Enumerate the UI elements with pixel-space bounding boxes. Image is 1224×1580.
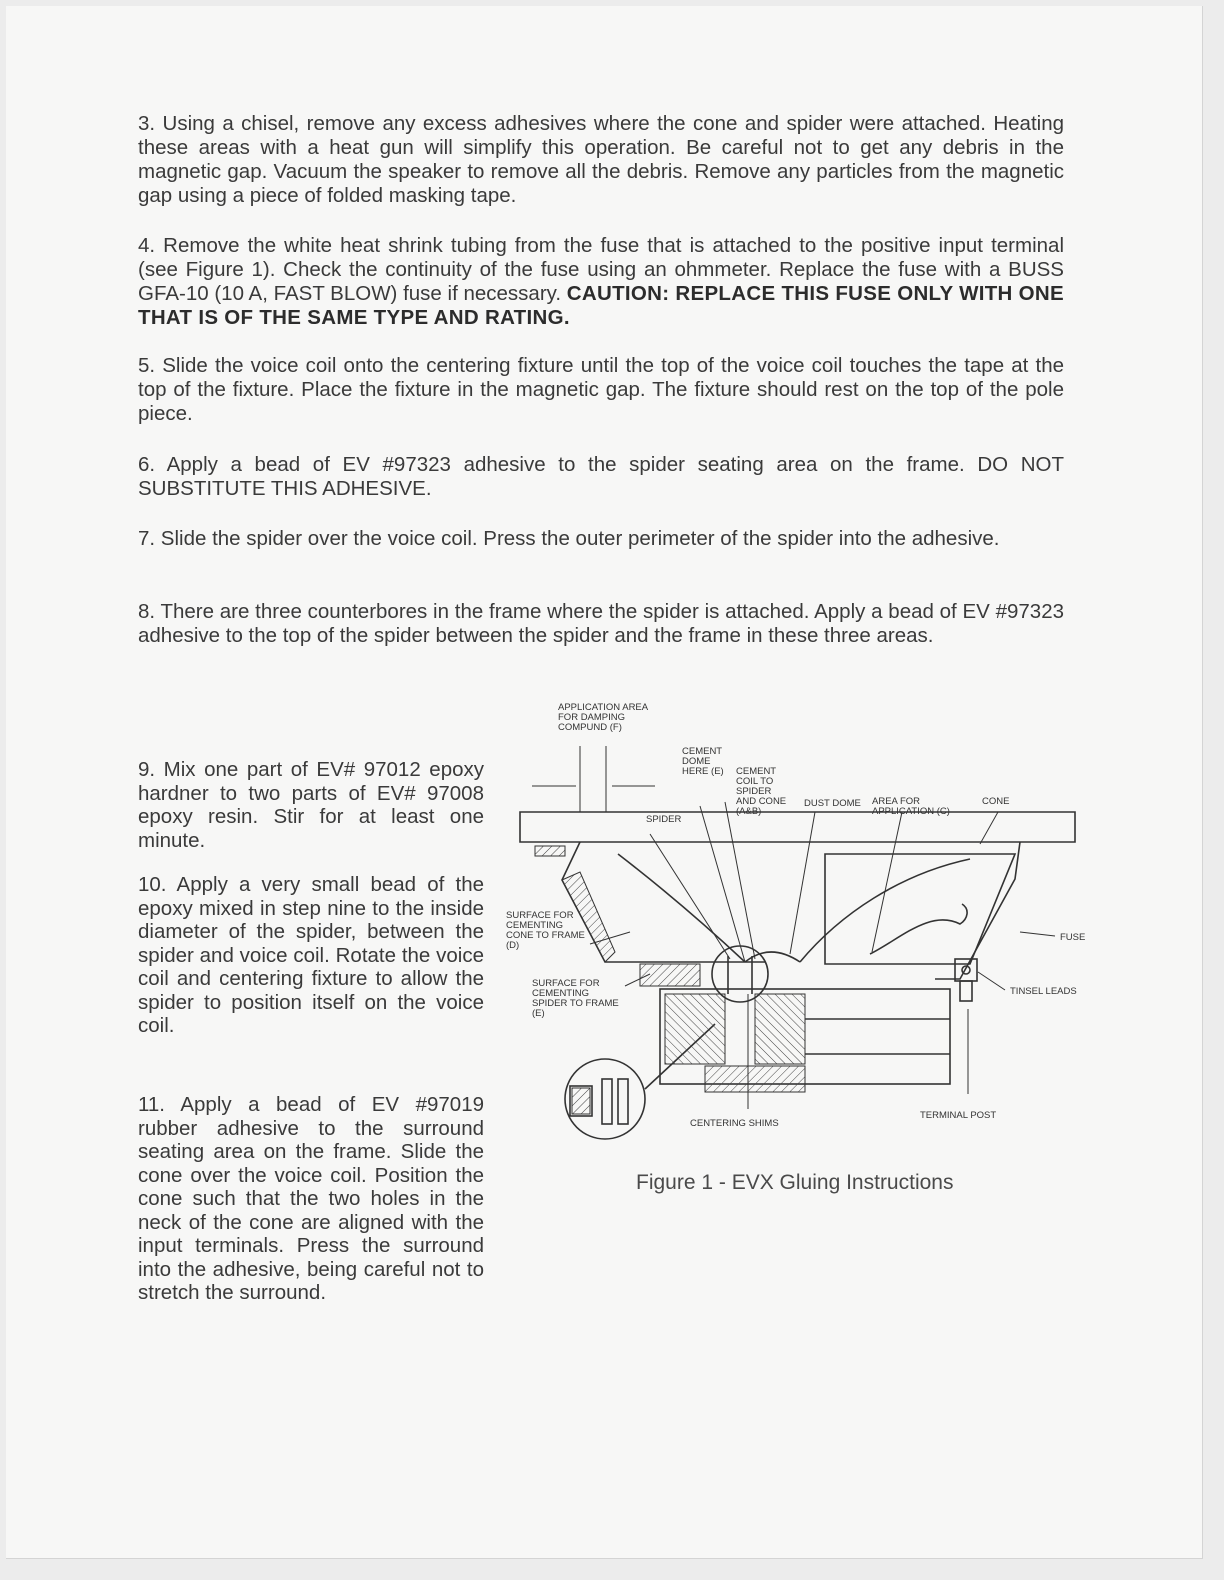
magnet-hatch-right [755,994,805,1064]
step-4-caution: CAUTION: REPLACE THIS FUSE ONLY WITH ONE THAT IS OF THE SAME TYPE AND RATING. [138,282,1064,329]
label-app-area-2: FOR DAMPING [558,712,626,723]
label-area-for-1: AREA FOR [872,796,921,807]
flange-hatch [535,846,565,856]
label-app-area-3: COMPUND (F) [558,722,622,733]
step-11: 11. Apply a bead of EV #97019 rubber adhesive to the surround seating area on the frame. Slide the cone over the voice coil. Position the cone such that the two holes in the neck of the cone are aligned with the input terminals. Press the surround into the adhesive, being careful not to stretch the surround. [138,1093,484,1304]
step-4 [138,234,1064,330]
label-tinsel-leads: TINSEL LEADS [1010,986,1077,997]
evx-gluing-diagram [500,694,1110,1144]
label-terminal-post: TERMINAL POST [920,1110,997,1121]
label-surf-spider-3: SPIDER TO FRAME [532,998,619,1009]
step-4-text: 4. Remove the white heat shrink tubing from the fuse that is attached to the positive input terminal (see Figure 1). Check the continuity of the fuse using an ohmmeter. Replace the fuse with a BUSS GFA-10 (10 A, FAST BLOW) fuse if necessary. [138,234,1064,305]
label-cone: CONE [982,796,1010,807]
label-cement-coil-2: COIL TO [736,776,774,787]
detail-hatch [572,1088,590,1114]
label-surf-spider-2: CEMENTING [532,988,589,999]
label-surf-spider-4: (E) [532,1008,545,1019]
label-surf-cone-1: SURFACE FOR [506,910,574,921]
label-cement-coil-3: SPIDER [736,786,772,797]
label-surf-spider-1: SURFACE FOR [532,978,600,989]
step-10: 10. Apply a very small bead of the epoxy mixed in step nine to the inside diameter of the spider, between the spider and voice coil. Rotate the voice coil and centering fixture to allow the spider to position itself on the voice coil. [138,873,484,1037]
label-cement-coil-4: AND CONE [736,796,787,807]
step-8: 8. There are three counterbores in the frame where the spider is attached. Apply a bead of EV #97323 adhesive to the top of the spider between the spider and the frame in these three areas. [138,600,1064,647]
step-7: 7. Slide the spider over the voice coil. Press the outer perimeter of the spider into the adhesive. [138,527,1000,550]
label-area-for-2: APPLICATION (C) [872,806,950,817]
label-centering-shims: CENTERING SHIMS [690,1118,779,1129]
magnet-hatch-left [665,994,725,1064]
label-fuse: FUSE [1060,932,1086,943]
label-cement-dome-3: HERE (E) [682,766,724,777]
step-3: 3. Using a chisel, remove any excess adhesives where the cone and spider were attached. Heating these areas with a heat gun will simplify this operation. Be careful not to get any debris in the magnetic gap. Vacuum the speaker to remove all the debris. Remove any particles from the magnetic gap using a piece of folded masking tape. [138,112,1064,207]
label-surf-cone-3: CONE TO FRAME [506,930,585,941]
step-5: 5. Slide the voice coil onto the centering fixture until the top of the voice coil touches the tape at the top of the fixture. Place the fixture in the magnetic gap. The fixture should rest on the top of the pole piece. [138,354,1064,425]
backplate-hatch [705,1066,805,1092]
label-spider: SPIDER [646,814,682,825]
label-dust-dome: DUST DOME [804,798,861,809]
label-surf-cone-4: (D) [506,940,520,951]
label-cement-coil-5: (A&B) [736,806,762,817]
step-6: 6. Apply a bead of EV #97323 adhesive to the spider seating area on the frame. DO NOT SUBSTITUTE THIS ADHESIVE. [138,453,1064,500]
label-cement-dome-1: CEMENT [682,746,723,757]
label-cement-dome-2: DOME [682,756,711,767]
figure-caption: Figure 1 - EVX Gluing Instructions [636,1171,954,1194]
label-app-area-1: APPLICATION AREA [558,702,649,713]
label-surf-cone-2: CEMENTING [506,920,563,931]
label-cement-coil-1: CEMENT [736,766,777,777]
step-9: 9. Mix one part of EV# 97012 epoxy hardner to two parts of EV# 97008 epoxy resin. Stir for at least one minute. [138,758,484,852]
